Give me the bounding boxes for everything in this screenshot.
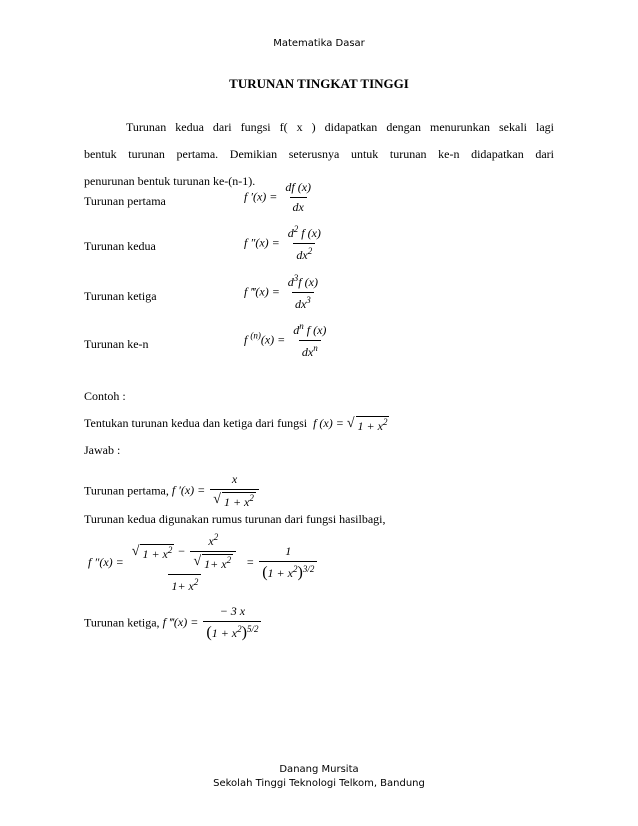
footer-author: Danang Mursita (279, 764, 359, 775)
first-derivative-answer (84, 472, 261, 510)
label-nth-derivative: Turunan ke-n (84, 337, 149, 351)
second-derivative-answer-formula: f ″(x) = √ $1 + x^2$ − $x^2$ √ $1+ x^2$ $1+ x^2$ = $\frac{1}{(1 + x^2)^{3/2}}$ (88, 532, 319, 594)
formula-first-derivative: f ′(x) = $\frac{df (x)}{dx}$ (244, 180, 312, 214)
intro-line-2: bentuk turunan pertama. Demikian seterusnya untuk turunan ke-n didapatkan dari (84, 147, 554, 161)
label-second-derivative: Turunan kedua (84, 239, 156, 253)
third-derivative-answer (84, 604, 263, 642)
page-title: TURUNAN TINGKAT TINGGI (229, 76, 409, 91)
formula-third-derivative: f ‴(x) = $\frac{d^3f (x)}{dx^3}$ (244, 273, 318, 311)
label-first-derivative: Turunan pertama (84, 194, 166, 208)
example-function: f (x) = √ $1 + x^2$ (310, 416, 388, 433)
answer-heading: Jawab : (84, 443, 121, 457)
formula-nth-derivative: f $^{(n)}$(x) = $\frac{d^n f (x)}{dx^n}$ (244, 321, 327, 359)
footer-organization: Sekolah Tinggi Teknologi Telkom, Bandung (213, 778, 425, 789)
page-header: Matematika Dasar (273, 38, 365, 49)
example-heading: Contoh : (84, 389, 126, 403)
intro-line-1: Turunan kedua dari fungsi f( x ) didapatkan dengan menurunkan sekali lagi (126, 120, 554, 134)
example-task (84, 416, 389, 434)
intro-paragraph (84, 114, 554, 195)
first-derivative-answer-label: Turunan pertama, (84, 483, 169, 498)
third-derivative-answer-formula: f ‴(x) = $\frac{- 3 x}{(1 + x^2)^{5/2}}$ (163, 615, 264, 629)
intro-line-3: penurunan bentuk turunan ke-(n-1). (84, 174, 256, 188)
second-derivative-text: Turunan kedua digunakan rumus turunan dari fungsi hasilbagi, (84, 512, 386, 526)
label-third-derivative: Turunan ketiga (84, 289, 157, 303)
formula-second-derivative: f ″(x) = $\frac{d^2 f (x)}{dx^2}$ (244, 224, 321, 262)
example-task-text: Tentukan turunan kedua dan ketiga dari fungsi (84, 416, 308, 430)
third-derivative-answer-label: Turunan ketiga, (84, 615, 160, 630)
first-derivative-answer-formula: f ′(x) = x √ $1 + x^2$ (172, 483, 261, 497)
